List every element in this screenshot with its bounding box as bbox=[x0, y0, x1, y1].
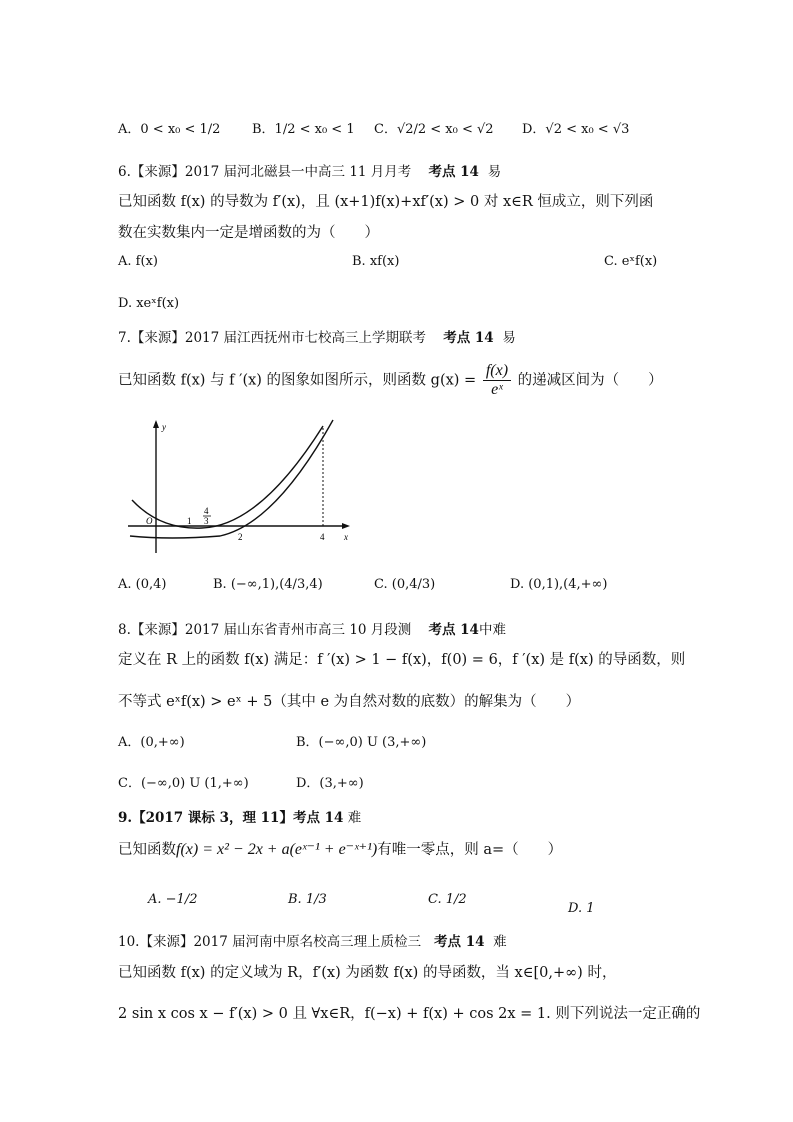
q7-tag: 考点 14 bbox=[443, 330, 494, 346]
q7-fraction bbox=[483, 362, 511, 399]
q9-option-b: B. 1/3 bbox=[288, 892, 327, 907]
q8-option-a: A．(0,+∞) bbox=[118, 735, 185, 750]
q6-option-d: D. xeˣf(x) bbox=[118, 296, 180, 311]
q7-stem-post: 的递减区间为（ ） bbox=[517, 372, 663, 389]
y-axis-label: y bbox=[162, 422, 166, 432]
q6-heading bbox=[118, 160, 501, 180]
q10-source: 10.【来源】2017 届河南中原名校高三理上质检三 bbox=[118, 934, 422, 950]
q9-source: 9.【2017 课标 3，理 11】 bbox=[118, 810, 293, 826]
q6-option-a: A. f(x) bbox=[118, 254, 158, 269]
x-axis-arrow bbox=[342, 523, 350, 529]
q6-stem-line-1: 已知函数 f(x) 的导数为 f′(x)，且 (x+1)f(x)+xf′(x) > 0 对 x∈R 恒成立，则下列函 bbox=[118, 194, 654, 210]
q7-option-c: C. (0,4/3) bbox=[374, 577, 436, 592]
q8-tag: 考点 14 bbox=[428, 622, 479, 638]
q8-stem-line-1: 定义在 R 上的函数 f(x) 满足：f ′(x) > 1 − f(x)，f(0) = 6，f ′(x) 是 f(x) 的导函数，则 bbox=[118, 652, 686, 668]
q7-function-graph bbox=[120, 418, 360, 558]
q6-tag: 考点 14 bbox=[428, 164, 479, 180]
q5-option-d: D．√2 < x₀ < √3 bbox=[522, 122, 630, 137]
q7-frac-den: eˣ bbox=[491, 381, 503, 398]
q10-stem-line-2: 2 sin x cos x − f′(x) > 0 且 ∀x∈R，f(−x) + f(x) + cos 2x = 1. 则下列说法一定正确的 bbox=[118, 1006, 701, 1022]
q8-option-d: D．(3,+∞) bbox=[296, 776, 364, 791]
q9-level: 难 bbox=[347, 810, 362, 826]
q9-heading bbox=[118, 806, 361, 826]
q10-level: 难 bbox=[493, 934, 507, 950]
q6-source: 6.【来源】2017 届河北磁县一中高三 11 月月考 bbox=[118, 164, 412, 180]
q9-option-d: D. 1 bbox=[568, 901, 595, 916]
q6-option-c: C. eˣf(x) bbox=[604, 254, 658, 269]
q7-option-a: A. (0,4) bbox=[118, 577, 167, 592]
origin-label: O bbox=[146, 516, 153, 526]
q8-source: 8.【来源】2017 届山东省青州市高三 10 月段测 bbox=[118, 622, 412, 638]
q7-stem-pre: 已知函数 f(x) 与 f ′(x) 的图象如图所示，则函数 g(x) = bbox=[118, 372, 477, 389]
q9-stem bbox=[118, 838, 562, 859]
q5-option-a: A．0 < x₀ < 1/2 bbox=[118, 122, 221, 137]
q8-option-c: C．(−∞,0) U (1,+∞) bbox=[118, 776, 249, 791]
q9-option-c: C. 1/2 bbox=[428, 892, 467, 907]
q7-option-d: D. (0,1),(4,+∞) bbox=[510, 577, 608, 592]
q8-heading bbox=[118, 618, 506, 638]
y-axis-arrow bbox=[153, 420, 159, 428]
q10-tag: 考点 14 bbox=[434, 934, 485, 950]
tick-label-2: 2 bbox=[238, 532, 243, 542]
tick-label-4-3-num: 4 bbox=[204, 506, 209, 516]
q7-option-b: B. (−∞,1),(4/3,4) bbox=[213, 577, 323, 592]
q8-stem-line-2: 不等式 eˣf(x) > eˣ + 5（其中 e 为自然对数的底数）的解集为（ ） bbox=[118, 694, 581, 710]
tick-label-4-3-den: 3 bbox=[204, 516, 209, 526]
tick-label-1: 1 bbox=[187, 516, 192, 526]
q6-level: 易 bbox=[487, 164, 502, 180]
q6-stem-line-2: 数在实数集内一定是增函数的为（ ） bbox=[118, 225, 379, 241]
tick-label-4: 4 bbox=[320, 532, 325, 542]
q8-level: 中难 bbox=[478, 622, 506, 638]
q7-frac-num: f(x) bbox=[483, 362, 511, 381]
q9-option-a: A. −1/2 bbox=[148, 892, 198, 907]
q9-stem-post: 有唯一零点，则 a=（ ） bbox=[377, 842, 563, 858]
q9-stem-pre: 已知函数 bbox=[118, 842, 176, 858]
q10-heading bbox=[118, 930, 507, 950]
q10-stem-line-1: 已知函数 f(x) 的定义域为 R，f′(x) 为函数 f(x) 的导函数，当 x∈[0,+∞) 时， bbox=[118, 965, 617, 981]
q7-heading bbox=[118, 326, 516, 346]
q6-option-b: B. xf(x) bbox=[352, 254, 400, 269]
curve-f bbox=[132, 426, 323, 528]
q7-level: 易 bbox=[502, 330, 516, 346]
q7-source: 7.【来源】2017 届江西抚州市七校高三上学期联考 bbox=[118, 330, 427, 346]
q9-tag: 考点 14 bbox=[292, 810, 344, 826]
q5-option-b: B．1/2 < x₀ < 1 bbox=[252, 122, 355, 137]
q5-option-c: C．√2/2 < x₀ < √2 bbox=[374, 122, 494, 137]
q9-formula: f(x) = x² − 2x + a(eˣ⁻¹ + e⁻ˣ⁺¹) bbox=[176, 841, 378, 858]
q8-option-b: B．(−∞,0) U (3,+∞) bbox=[296, 735, 427, 750]
x-axis-label: x bbox=[344, 532, 348, 542]
q7-stem bbox=[118, 362, 663, 399]
